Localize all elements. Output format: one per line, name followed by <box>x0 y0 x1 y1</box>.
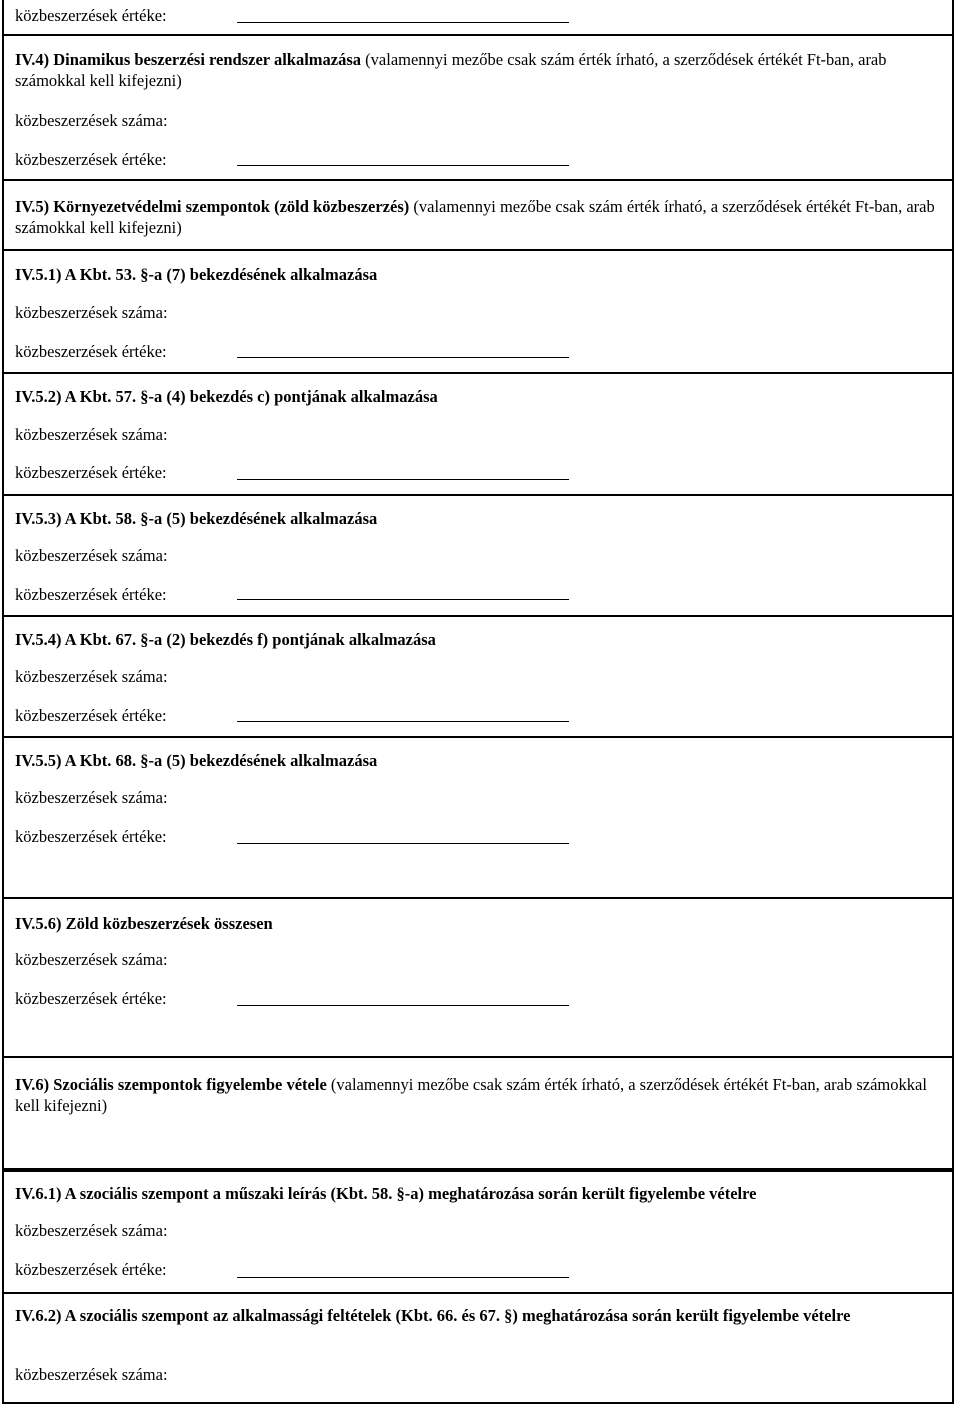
section-heading <box>15 1074 945 1116</box>
section-heading <box>15 49 945 91</box>
value-field[interactable] <box>237 479 569 480</box>
section-top-fragment <box>2 0 954 36</box>
value-label: közbeszerzések értéke: <box>15 706 167 725</box>
value-field[interactable] <box>237 165 569 166</box>
subsection-title: IV.5.1) A Kbt. 53. §-a (7) bekezdésének alkalmazása <box>15 265 378 284</box>
value-label: közbeszerzések értéke: <box>15 1260 167 1279</box>
value-label: közbeszerzések értéke: <box>15 150 167 169</box>
heading-note: (valamennyi mezőbe csak szám érték írható, a szerződések értékét Ft-ban, arab számokkal kell kifejezni) <box>15 197 935 237</box>
section-iv-5-6 <box>2 897 954 1058</box>
count-label: közbeszerzések száma: <box>15 111 168 130</box>
value-label: közbeszerzések értéke: <box>15 585 167 604</box>
value-field[interactable] <box>237 721 569 722</box>
count-label: közbeszerzések száma: <box>15 425 168 444</box>
heading-note: (valamennyi mezőbe csak szám érték írható, a szerződések értékét Ft-ban, arab számokkal kell kifejezni) <box>15 1075 927 1115</box>
heading-title: IV.6) Szociális szempontok figyelembe vétele <box>15 1075 327 1094</box>
count-label: közbeszerzések száma: <box>15 788 168 807</box>
subsection-title: IV.6.2) A szociális szempont az alkalmassági feltételek (Kbt. 66. és 67. §) meghatározása során került figyelembe vételre <box>15 1306 851 1325</box>
value-field[interactable] <box>237 599 569 600</box>
value-label: közbeszerzések értéke: <box>15 989 167 1008</box>
subsection-title: IV.5.3) A Kbt. 58. §-a (5) bekezdésének alkalmazása <box>15 509 378 528</box>
subsection-title: IV.5.6) Zöld közbeszerzések összesen <box>15 914 273 933</box>
heading-title: IV.5) Környezetvédelmi szempontok (zöld közbeszerzés) <box>15 197 410 216</box>
count-label: közbeszerzések száma: <box>15 546 168 565</box>
value-label: közbeszerzések értéke: <box>15 342 167 361</box>
count-label: közbeszerzések száma: <box>15 1365 168 1384</box>
value-label: közbeszerzések értéke: <box>15 6 167 25</box>
subsection-title: IV.5.4) A Kbt. 67. §-a (2) bekezdés f) pontjának alkalmazása <box>15 630 436 649</box>
subsection-title: IV.6.1) A szociális szempont a műszaki leírás (Kbt. 58. §-a) meghatározása során került figyelembe vételre <box>15 1184 757 1203</box>
value-label: közbeszerzések értéke: <box>15 463 167 482</box>
value-field[interactable] <box>237 843 569 844</box>
section-iv-6-subsections <box>2 1170 954 1404</box>
section-iv-6 <box>2 1056 954 1170</box>
count-label: közbeszerzések száma: <box>15 667 168 686</box>
value-field[interactable] <box>237 357 569 358</box>
section-iv-4 <box>2 36 954 181</box>
count-label: közbeszerzések száma: <box>15 1221 168 1240</box>
value-field[interactable] <box>237 1005 569 1006</box>
count-label: közbeszerzések száma: <box>15 950 168 969</box>
heading-title: IV.4) Dinamikus beszerzési rendszer alkalmazása <box>15 50 362 69</box>
value-field[interactable] <box>237 22 569 23</box>
value-label: közbeszerzések értéke: <box>15 827 167 846</box>
subsection-title: IV.5.5) A Kbt. 68. §-a (5) bekezdésének alkalmazása <box>15 751 378 770</box>
section-heading <box>15 196 945 238</box>
subsection-title: IV.5.2) A Kbt. 57. §-a (4) bekezdés c) pontjának alkalmazása <box>15 387 438 406</box>
value-field[interactable] <box>237 1277 569 1278</box>
section-iv-5 <box>2 181 954 899</box>
count-label: közbeszerzések száma: <box>15 303 168 322</box>
heading-note: (valamennyi mezőbe csak szám érték írható, a szerződések értékét Ft-ban, arab számokkal kell kifejezni) <box>15 50 887 90</box>
